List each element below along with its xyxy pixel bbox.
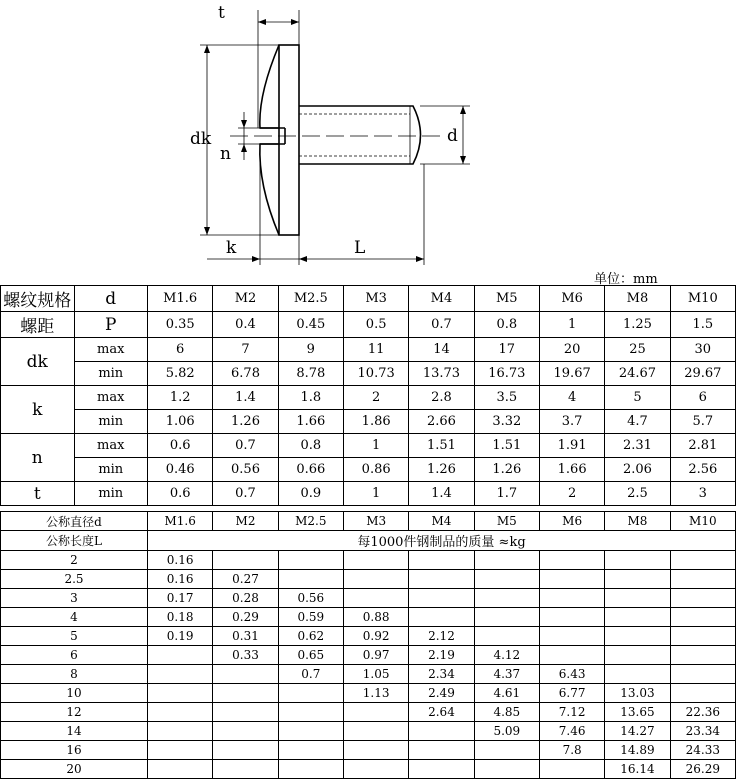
table-cell: 1.66 bbox=[278, 410, 343, 434]
table-cell: 2 bbox=[343, 386, 408, 410]
table-row bbox=[1, 512, 736, 531]
mass-cell: 2.19 bbox=[409, 646, 474, 665]
mass-cell bbox=[148, 703, 213, 722]
mass-cell bbox=[409, 570, 474, 589]
size-header: M2 bbox=[213, 512, 278, 531]
mass-cell bbox=[605, 551, 670, 570]
length-value: 2.5 bbox=[1, 570, 148, 589]
mass-cell: 0.18 bbox=[148, 608, 213, 627]
mass-cell bbox=[343, 760, 408, 779]
mass-cell: 0.88 bbox=[343, 608, 408, 627]
table-row bbox=[1, 684, 736, 703]
row-kind: min bbox=[74, 362, 148, 386]
table-cell: 13.73 bbox=[409, 362, 474, 386]
pitch-value: 1 bbox=[539, 312, 604, 338]
size-header: M2.5 bbox=[278, 512, 343, 531]
table-cell: 2.5 bbox=[605, 482, 670, 506]
mass-cell: 0.29 bbox=[213, 608, 278, 627]
mass-cell: 16.14 bbox=[605, 760, 670, 779]
mass-cell bbox=[278, 684, 343, 703]
mass-cell: 7.12 bbox=[539, 703, 604, 722]
table-cell: 0.46 bbox=[148, 458, 213, 482]
mass-cell: 7.8 bbox=[539, 741, 604, 760]
mass-cell bbox=[474, 627, 539, 646]
table-cell: 1.4 bbox=[409, 482, 474, 506]
mass-cell: 7.46 bbox=[539, 722, 604, 741]
table-cell: 0.66 bbox=[278, 458, 343, 482]
mass-cell bbox=[670, 570, 735, 589]
mass-cell bbox=[474, 741, 539, 760]
table-cell: 1 bbox=[343, 434, 408, 458]
length-value: 20 bbox=[1, 760, 148, 779]
mass-cell: 2.64 bbox=[409, 703, 474, 722]
table-cell: 10.73 bbox=[343, 362, 408, 386]
size-header: M2.5 bbox=[278, 286, 343, 312]
table-cell: 1.66 bbox=[539, 458, 604, 482]
mass-cell: 4.12 bbox=[474, 646, 539, 665]
length-value: 12 bbox=[1, 703, 148, 722]
pitch-value: 0.8 bbox=[474, 312, 539, 338]
table-cell: 1.7 bbox=[474, 482, 539, 506]
mass-cell: 0.16 bbox=[148, 551, 213, 570]
mass-cell: 2.34 bbox=[409, 665, 474, 684]
unit-label: 单位：mm bbox=[594, 272, 658, 287]
mass-cell bbox=[605, 665, 670, 684]
table-cell: 2 bbox=[539, 482, 604, 506]
mass-cell: 0.17 bbox=[148, 589, 213, 608]
head-plate bbox=[279, 45, 299, 235]
mass-cell: 23.34 bbox=[670, 722, 735, 741]
length-value: 16 bbox=[1, 741, 148, 760]
pitch-value: 0.4 bbox=[213, 312, 278, 338]
table-cell: 2.06 bbox=[605, 458, 670, 482]
length-value: 4 bbox=[1, 608, 148, 627]
table-cell: 30 bbox=[670, 338, 735, 362]
mass-cell bbox=[213, 722, 278, 741]
label-n: n bbox=[220, 144, 231, 164]
mass-cell: 4.61 bbox=[474, 684, 539, 703]
length-value: 10 bbox=[1, 684, 148, 703]
table-cell: 3.32 bbox=[474, 410, 539, 434]
mass-cell bbox=[409, 551, 474, 570]
group-label-dk: dk bbox=[1, 338, 75, 386]
mass-cell bbox=[670, 665, 735, 684]
length-value: 8 bbox=[1, 665, 148, 684]
header-symbol: d bbox=[74, 286, 148, 312]
mass-cell: 2.49 bbox=[409, 684, 474, 703]
mass-cell: 0.65 bbox=[278, 646, 343, 665]
mass-cell bbox=[278, 703, 343, 722]
row-kind: max bbox=[74, 386, 148, 410]
mass-cell bbox=[474, 570, 539, 589]
pitch-value: 0.45 bbox=[278, 312, 343, 338]
table-row bbox=[1, 760, 736, 779]
label-t: t bbox=[218, 3, 225, 23]
mass-cell: 22.36 bbox=[670, 703, 735, 722]
table-cell: 3.5 bbox=[474, 386, 539, 410]
table-cell: 0.7 bbox=[213, 482, 278, 506]
mass-cell: 6.43 bbox=[539, 665, 604, 684]
mass-cell bbox=[539, 627, 604, 646]
table-cell: 1.2 bbox=[148, 386, 213, 410]
mass-cell: 1.13 bbox=[343, 684, 408, 703]
mass-cell bbox=[670, 551, 735, 570]
table-cell: 2.81 bbox=[670, 434, 735, 458]
table-row bbox=[1, 741, 736, 760]
table-cell: 19.67 bbox=[539, 362, 604, 386]
mass-cell bbox=[213, 741, 278, 760]
mass-cell bbox=[539, 608, 604, 627]
table-cell: 1.4 bbox=[213, 386, 278, 410]
length-value: 5 bbox=[1, 627, 148, 646]
mass-cell: 2.12 bbox=[409, 627, 474, 646]
table-cell: 0.86 bbox=[343, 458, 408, 482]
table-cell: 1.06 bbox=[148, 410, 213, 434]
size-header: M8 bbox=[605, 512, 670, 531]
table-row bbox=[1, 362, 736, 386]
pitch-value: 1.5 bbox=[670, 312, 735, 338]
table-cell: 0.6 bbox=[148, 482, 213, 506]
table-row bbox=[1, 338, 736, 362]
size-header: M6 bbox=[539, 286, 604, 312]
table-cell: 5.7 bbox=[670, 410, 735, 434]
table-cell: 4 bbox=[539, 386, 604, 410]
group-label-t: t bbox=[1, 482, 75, 506]
mass-cell bbox=[278, 570, 343, 589]
mass-cell bbox=[343, 722, 408, 741]
mass-cell bbox=[474, 608, 539, 627]
table-cell: 1.86 bbox=[343, 410, 408, 434]
mass-table bbox=[0, 511, 736, 779]
table-cell: 8.78 bbox=[278, 362, 343, 386]
size-header: M2 bbox=[213, 286, 278, 312]
head-dome-bottom bbox=[260, 144, 279, 235]
mass-cell bbox=[213, 684, 278, 703]
table-row bbox=[1, 286, 736, 312]
label-L: L bbox=[354, 238, 366, 258]
label-k: k bbox=[226, 238, 237, 258]
length-header: 公称长度L bbox=[1, 531, 148, 551]
mass-cell bbox=[148, 684, 213, 703]
mass-cell bbox=[343, 570, 408, 589]
mass-cell bbox=[605, 570, 670, 589]
mass-cell bbox=[670, 627, 735, 646]
table-cell: 1.8 bbox=[278, 386, 343, 410]
mass-cell bbox=[605, 589, 670, 608]
size-header: M5 bbox=[474, 286, 539, 312]
mass-cell: 0.7 bbox=[278, 665, 343, 684]
table-cell: 0.56 bbox=[213, 458, 278, 482]
table-cell: 5.82 bbox=[148, 362, 213, 386]
mass-cell: 0.28 bbox=[213, 589, 278, 608]
table-cell: 2.31 bbox=[605, 434, 670, 458]
table-cell: 0.6 bbox=[148, 434, 213, 458]
mass-cell: 0.19 bbox=[148, 627, 213, 646]
size-header: M10 bbox=[670, 512, 735, 531]
mass-cell bbox=[474, 589, 539, 608]
group-label-n: n bbox=[1, 434, 75, 482]
table-cell: 0.9 bbox=[278, 482, 343, 506]
mass-cell bbox=[278, 760, 343, 779]
mass-cell bbox=[213, 703, 278, 722]
label-dk: dk bbox=[190, 129, 212, 149]
table-cell: 3 bbox=[670, 482, 735, 506]
table-cell: 6.78 bbox=[213, 362, 278, 386]
table-row bbox=[1, 608, 736, 627]
length-value: 3 bbox=[1, 589, 148, 608]
table-cell: 2.56 bbox=[670, 458, 735, 482]
mass-cell bbox=[605, 646, 670, 665]
mass-cell: 0.33 bbox=[213, 646, 278, 665]
table-cell: 7 bbox=[213, 338, 278, 362]
table-cell: 6 bbox=[670, 386, 735, 410]
mass-cell bbox=[409, 608, 474, 627]
mass-cell: 13.03 bbox=[605, 684, 670, 703]
mass-cell bbox=[670, 589, 735, 608]
table-row bbox=[1, 627, 736, 646]
table-row bbox=[1, 458, 736, 482]
table-cell: 1.26 bbox=[474, 458, 539, 482]
group-label-k: k bbox=[1, 386, 75, 434]
head-dome-top bbox=[260, 45, 279, 128]
mass-cell bbox=[474, 551, 539, 570]
mass-cell bbox=[539, 760, 604, 779]
header-label: 螺纹规格 bbox=[1, 286, 75, 312]
mass-cell: 26.29 bbox=[670, 760, 735, 779]
mass-cell bbox=[409, 722, 474, 741]
table-cell: 3.7 bbox=[539, 410, 604, 434]
mass-cell bbox=[213, 665, 278, 684]
pitch-symbol: P bbox=[74, 312, 148, 338]
table-cell: 20 bbox=[539, 338, 604, 362]
mass-cell bbox=[278, 741, 343, 760]
row-kind: min bbox=[74, 410, 148, 434]
mass-cell bbox=[343, 551, 408, 570]
mass-cell: 0.31 bbox=[213, 627, 278, 646]
mass-cell: 4.85 bbox=[474, 703, 539, 722]
mass-cell bbox=[670, 646, 735, 665]
table-row bbox=[1, 482, 736, 506]
size-header: M3 bbox=[343, 512, 408, 531]
mass-cell bbox=[409, 760, 474, 779]
length-value: 14 bbox=[1, 722, 148, 741]
mass-cell bbox=[343, 589, 408, 608]
mass-cell bbox=[148, 722, 213, 741]
screw-technical-drawing bbox=[0, 0, 736, 270]
dimensions-table bbox=[0, 285, 736, 506]
table-cell: 0.7 bbox=[213, 434, 278, 458]
pitch-value: 0.5 bbox=[343, 312, 408, 338]
mass-cell: 14.27 bbox=[605, 722, 670, 741]
mass-cell bbox=[670, 608, 735, 627]
table-cell: 11 bbox=[343, 338, 408, 362]
mass-cell bbox=[605, 608, 670, 627]
mass-cell bbox=[605, 627, 670, 646]
size-header: M8 bbox=[605, 286, 670, 312]
row-kind: min bbox=[74, 482, 148, 506]
mass-cell: 0.97 bbox=[343, 646, 408, 665]
table-cell: 9 bbox=[278, 338, 343, 362]
table-cell: 25 bbox=[605, 338, 670, 362]
mass-cell: 0.92 bbox=[343, 627, 408, 646]
table-cell: 16.73 bbox=[474, 362, 539, 386]
table-cell: 24.67 bbox=[605, 362, 670, 386]
mass-cell bbox=[148, 760, 213, 779]
mass-cell: 6.77 bbox=[539, 684, 604, 703]
mass-cell bbox=[343, 741, 408, 760]
diameter-header: 公称直径d bbox=[1, 512, 148, 531]
label-d: d bbox=[447, 126, 458, 146]
table-cell: 1.26 bbox=[213, 410, 278, 434]
mass-caption: 每1000件钢制品的质量 ≈kg bbox=[148, 531, 736, 551]
mass-cell: 1.05 bbox=[343, 665, 408, 684]
mass-cell: 13.65 bbox=[605, 703, 670, 722]
pitch-value: 0.35 bbox=[148, 312, 213, 338]
table-cell: 1.51 bbox=[474, 434, 539, 458]
size-header: M6 bbox=[539, 512, 604, 531]
mass-cell bbox=[539, 570, 604, 589]
table-row bbox=[1, 531, 736, 551]
row-kind: max bbox=[74, 434, 148, 458]
length-value: 6 bbox=[1, 646, 148, 665]
table-cell: 1 bbox=[343, 482, 408, 506]
table-row bbox=[1, 551, 736, 570]
table-row bbox=[1, 703, 736, 722]
mass-cell: 0.62 bbox=[278, 627, 343, 646]
mass-cell: 24.33 bbox=[670, 741, 735, 760]
mass-cell: 0.27 bbox=[213, 570, 278, 589]
size-header: M3 bbox=[343, 286, 408, 312]
row-kind: max bbox=[74, 338, 148, 362]
mass-cell bbox=[148, 646, 213, 665]
table-cell: 2.66 bbox=[409, 410, 474, 434]
table-cell: 5 bbox=[605, 386, 670, 410]
size-header: M10 bbox=[670, 286, 735, 312]
table-cell: 6 bbox=[148, 338, 213, 362]
table-row bbox=[1, 386, 736, 410]
mass-cell bbox=[539, 646, 604, 665]
size-header: M1.6 bbox=[148, 286, 213, 312]
table-cell: 2.8 bbox=[409, 386, 474, 410]
pitch-label: 螺距 bbox=[1, 312, 75, 338]
table-cell: 17 bbox=[474, 338, 539, 362]
mass-cell: 0.59 bbox=[278, 608, 343, 627]
mass-cell: 14.89 bbox=[605, 741, 670, 760]
row-kind: min bbox=[74, 458, 148, 482]
table-cell: 0.8 bbox=[278, 434, 343, 458]
mass-cell bbox=[213, 551, 278, 570]
mass-cell bbox=[148, 665, 213, 684]
mass-cell: 5.09 bbox=[474, 722, 539, 741]
length-value: 2 bbox=[1, 551, 148, 570]
size-header: M4 bbox=[409, 286, 474, 312]
mass-cell bbox=[409, 741, 474, 760]
table-cell: 1.51 bbox=[409, 434, 474, 458]
mass-cell bbox=[474, 760, 539, 779]
size-header: M4 bbox=[409, 512, 474, 531]
mass-cell bbox=[409, 589, 474, 608]
table-row bbox=[1, 410, 736, 434]
mass-cell bbox=[539, 589, 604, 608]
mass-cell: 0.56 bbox=[278, 589, 343, 608]
mass-cell bbox=[278, 722, 343, 741]
table-row bbox=[1, 312, 736, 338]
table-cell: 1.91 bbox=[539, 434, 604, 458]
table-cell: 29.67 bbox=[670, 362, 735, 386]
table-row bbox=[1, 646, 736, 665]
table-row bbox=[1, 434, 736, 458]
mass-cell bbox=[148, 741, 213, 760]
pitch-value: 0.7 bbox=[409, 312, 474, 338]
mass-cell bbox=[539, 551, 604, 570]
mass-cell bbox=[213, 760, 278, 779]
size-header: M5 bbox=[474, 512, 539, 531]
mass-cell bbox=[343, 703, 408, 722]
table-row bbox=[1, 589, 736, 608]
table-row bbox=[1, 570, 736, 589]
table-row bbox=[1, 722, 736, 741]
mass-cell bbox=[670, 684, 735, 703]
shank bbox=[299, 106, 421, 164]
mass-cell: 4.37 bbox=[474, 665, 539, 684]
table-row bbox=[1, 665, 736, 684]
table-cell: 1.26 bbox=[409, 458, 474, 482]
size-header: M1.6 bbox=[148, 512, 213, 531]
pitch-value: 1.25 bbox=[605, 312, 670, 338]
mass-cell bbox=[278, 551, 343, 570]
mass-cell: 0.16 bbox=[148, 570, 213, 589]
table-cell: 14 bbox=[409, 338, 474, 362]
table-cell: 4.7 bbox=[605, 410, 670, 434]
